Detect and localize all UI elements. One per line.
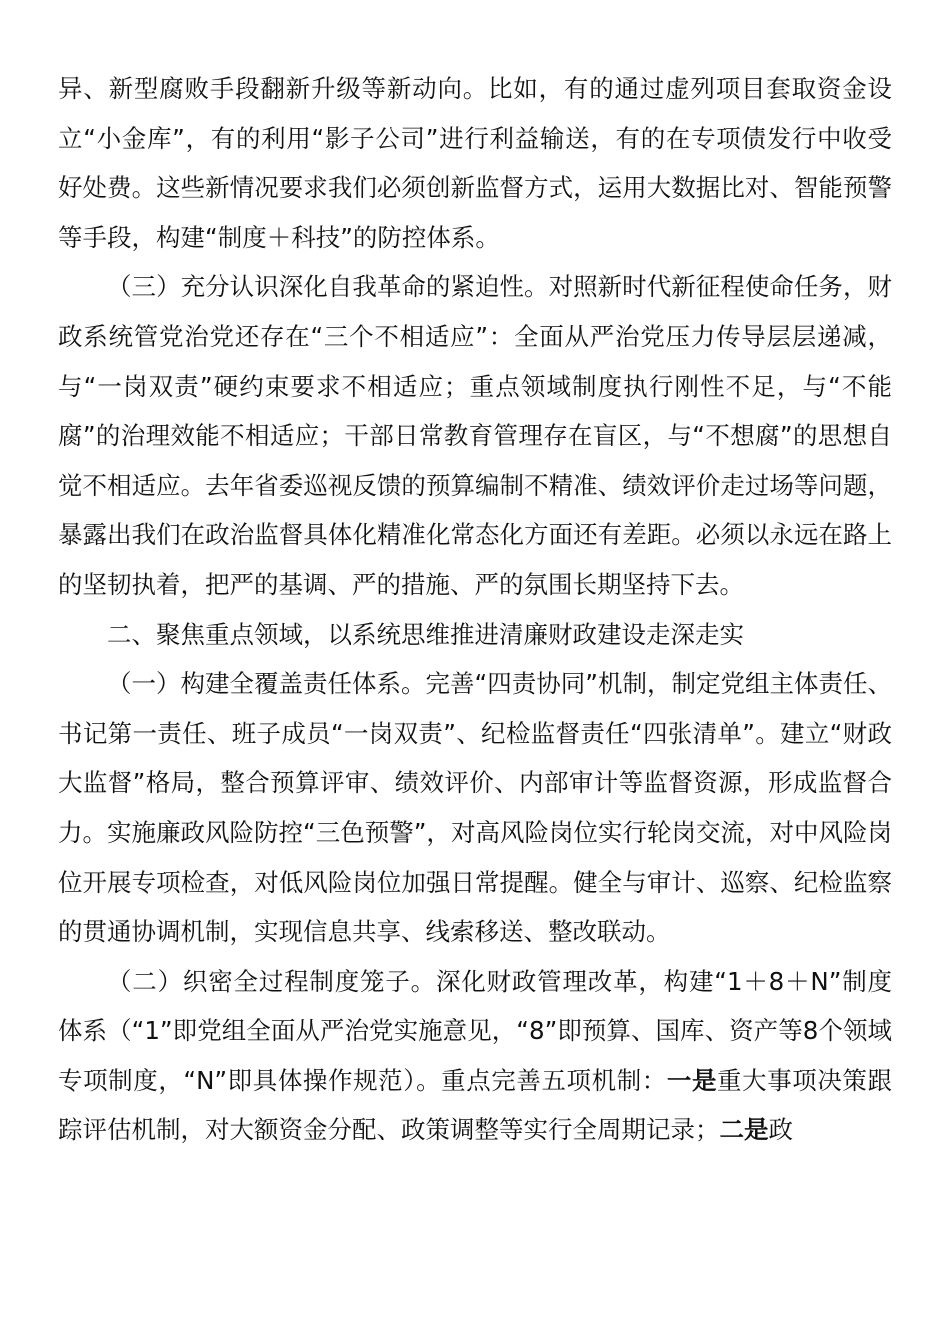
- bold-label-second: 二是: [719, 1115, 769, 1145]
- paragraph-text-part-1: （二）织密全过程制度笼子。深化财政管理改革，构建“1＋8＋N”制度体系（“1”即党组全面从严治党实施意见，“8”即预算、国库、资产等8个领域专项制度，“N”即具体操作规范）。重点完善五项机制：: [58, 966, 892, 1095]
- paragraph-text-part-3: 政: [768, 1115, 793, 1145]
- paragraph-section-three-urgency: （三）充分认识深化自我革命的紧迫性。对照新时代新征程使命任务，财政系统管党治党还存在“三个不相适应”：全面从严治党压力传导层层递减，与“一岗双责”硬约束要求不相适应；重点领域制度执行刚性不足，与“不能腐”的治理效能不相适应；干部日常教育管理存在盲区，与“不想腐”的思想自觉不相适应。去年省委巡视反馈的预算编制不精准、绩效评价走过场等问题，暴露出我们在政治监督具体化精准化常态化方面还有差距。必须以永远在路上的坚韧执着，把严的基调、严的措施、严的氛围长期坚持下去。: [58, 272, 892, 599]
- paragraph-responsibility-system: （一）构建全覆盖责任体系。完善“四责协同”机制，制定党组主体责任、书记第一责任、班子成员“一岗双责”、纪检监督责任“四张清单”。建立“财政大监督”格局，整合预算评审、绩效评价、内部审计等监督资源，形成监督合力。实施廉政风险防控“三色预警”，对高风险岗位实行轮岗交流，对中风险岗位开展专项检查，对低风险岗位加强日常提醒。健全与审计、巡察、纪检监察的贯通协调机制，实现信息共享、线索移送、整改联动。: [58, 669, 892, 947]
- paragraph-institutional-cage: [58, 957, 892, 1155]
- document-body: [58, 64, 892, 1155]
- bold-label-first: 一是: [666, 1065, 718, 1095]
- paragraph-continuation: 异、新型腐败手段翻新升级等新动向。比如，有的通过虚列项目套取资金设立“小金库”，有的利用“影子公司”进行利益输送，有的在专项债发行中收受好处费。这些新情况要求我们必须创新监督方式，运用大数据比对、智能预警等手段，构建“制度＋科技”的防控体系。: [58, 74, 892, 252]
- section-heading-two: 二、聚焦重点领域，以系统思维推进清廉财政建设走深走实: [107, 619, 744, 649]
- paragraph-text-part-2: 重大事项决策跟踪评估机制，对大额资金分配、政策调整等实行全周期记录；: [58, 1065, 893, 1145]
